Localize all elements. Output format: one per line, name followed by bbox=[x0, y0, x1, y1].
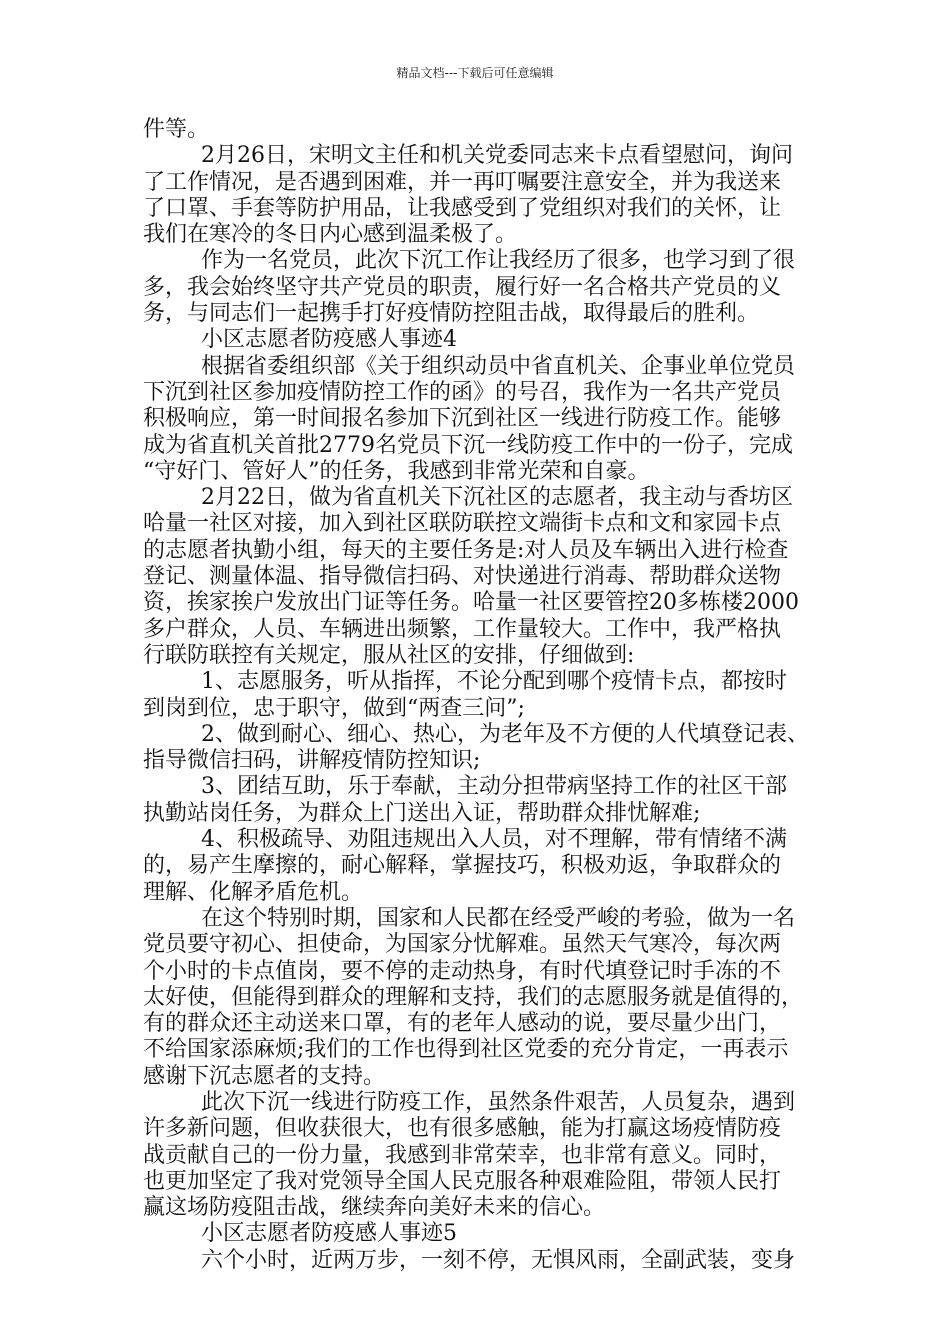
text-line: 许多新问题，但收获很大，也有很多感触，能为打赢这场疫情防疫 bbox=[143, 1116, 782, 1142]
text-line: 件等。 bbox=[143, 117, 210, 142]
page-header: 精品文档---下载后可任意编辑 bbox=[396, 66, 554, 80]
text-line: 感谢下沉志愿者的支持。 bbox=[143, 1063, 386, 1089]
text-line: 务，与同志们一起携手打好疫情防控阻击战，取得最后的胜利。 bbox=[143, 301, 760, 327]
list-item-line: 理解、化解矛盾危机。 bbox=[143, 879, 364, 905]
text-line: 党员要守初心、担使命，为国家分忧解难。虽然天气寒冷，每次两 bbox=[143, 932, 782, 958]
text-line: 个小时的卡点值岗，要不停的走动热身，有时代填登记时手冻的不 bbox=[143, 958, 782, 984]
list-item-line: 执勤站岗任务，为群众上门送出入证，帮助群众排忧解难; bbox=[143, 800, 701, 826]
text-line: 太好使，但能得到群众的理解和支持，我们的志愿服务就是值得的， bbox=[143, 984, 804, 1010]
text-line: 的志愿者执勤小组，每天的主要任务是:对人员及车辆出入进行检查 bbox=[143, 537, 789, 563]
text-line: 资，挨家挨户发放出门证等任务。哈量一社区要管控20多栋楼2000 bbox=[143, 590, 799, 616]
text-line: 有的群众还主动送来口罩，有的老年人感动的说，要尽量少出门， bbox=[143, 1011, 782, 1037]
document-body bbox=[143, 117, 833, 1274]
list-item-line: 3、团结互助，乐于奉献，主动分担带病坚持工作的社区干部 bbox=[201, 774, 787, 800]
text-line: 下沉到社区参加疫情防控工作的函》的号召，我作为一名共产党员 bbox=[143, 379, 782, 405]
text-line: 在这个特别时期，国家和人民都在经受严峻的考验，做为一名 bbox=[201, 905, 796, 931]
list-item-line: 2、做到耐心、细心、热心，为老年及不方便的人代填登记表、 bbox=[201, 721, 809, 747]
text-line: 赢这场防疫阻击战，继续奔向美好未来的信心。 bbox=[143, 1195, 606, 1221]
text-line: 哈量一社区对接，加入到社区联防联控文端街卡点和文和家园卡点 bbox=[143, 511, 782, 537]
text-line: 了工作情况，是否遇到困难，并一再叮嘱要注意安全，并为我送来 bbox=[143, 169, 782, 195]
text-line: “守好门、管好人”的任务，我感到非常光荣和自豪。 bbox=[143, 458, 650, 484]
section-heading: 小区志愿者防疫感人事迹5 bbox=[201, 1221, 457, 1247]
text-line: 六个小时，近两万步，一刻不停，无惧风雨，全副武装，变身 bbox=[201, 1247, 796, 1273]
list-item-line: 的，易产生摩擦的，耐心解释，掌握技巧，积极劝返，争取群众的 bbox=[143, 853, 782, 879]
text-line: 也更加坚定了我对党领导全国人民克服各种艰难险阻，带领人民打 bbox=[143, 1168, 782, 1194]
text-line: 2月26日，宋明文主任和机关党委同志来卡点看望慰问，询问 bbox=[201, 143, 793, 169]
list-item-line: 指导微信扫码，讲解疫情防控知识; bbox=[143, 748, 481, 774]
section-heading: 小区志愿者防疫感人事迹4 bbox=[201, 327, 457, 353]
text-line: 登记、测量体温、指导微信扫码、对快递进行消毒、帮助群众送物 bbox=[143, 564, 782, 590]
text-line: 此次下沉一线进行防疫工作，虽然条件艰苦，人员复杂，遇到 bbox=[201, 1089, 796, 1115]
text-line: 多，我会始终坚守共产党员的职责，履行好一名合格共产党员的义 bbox=[143, 274, 782, 300]
text-line: 作为一名党员，此次下沉工作让我经历了很多，也学习到了很 bbox=[201, 248, 796, 274]
text-line: 行联防联控有关规定，服从社区的安排，仔细做到: bbox=[143, 642, 635, 668]
text-line: 多户群众，人员、车辆进出频繁，工作量较大。工作中，我严格执 bbox=[143, 616, 782, 642]
list-item-line: 1、志愿服务，听从指挥，不论分配到哪个疫情卡点，都按时 bbox=[201, 669, 787, 695]
text-line: 我们在寒冷的冬日内心感到温柔极了。 bbox=[143, 222, 518, 248]
text-line: 不给国家添麻烦;我们的工作也得到社区党委的充分肯定，一再表示 bbox=[143, 1037, 789, 1063]
text-line: 2月22日，做为省直机关下沉社区的志愿者，我主动与香坊区 bbox=[201, 485, 793, 511]
text-line: 战贡献自己的一份力量，我感到非常荣幸，也非常有意义。同时， bbox=[143, 1142, 782, 1168]
text-line: 了口罩、手套等防护用品，让我感受到了党组织对我们的关怀，让 bbox=[143, 195, 782, 221]
list-item-line: 4、积极疏导、劝阻违规出入人员，对不理解，带有情绪不满 bbox=[201, 827, 787, 853]
text-line: 积极响应，第一时间报名参加下沉到社区一线进行防疫工作。能够 bbox=[143, 406, 782, 432]
text-line: 根据省委组织部《关于组织动员中省直机关、企事业单位党员 bbox=[201, 353, 796, 379]
text-line: 成为省直机关首批2779名党员下沉一线防疫工作中的一份子，完成 bbox=[143, 432, 793, 458]
list-item-line: 到岗到位，忠于职守，做到“两查三问”; bbox=[143, 695, 525, 721]
